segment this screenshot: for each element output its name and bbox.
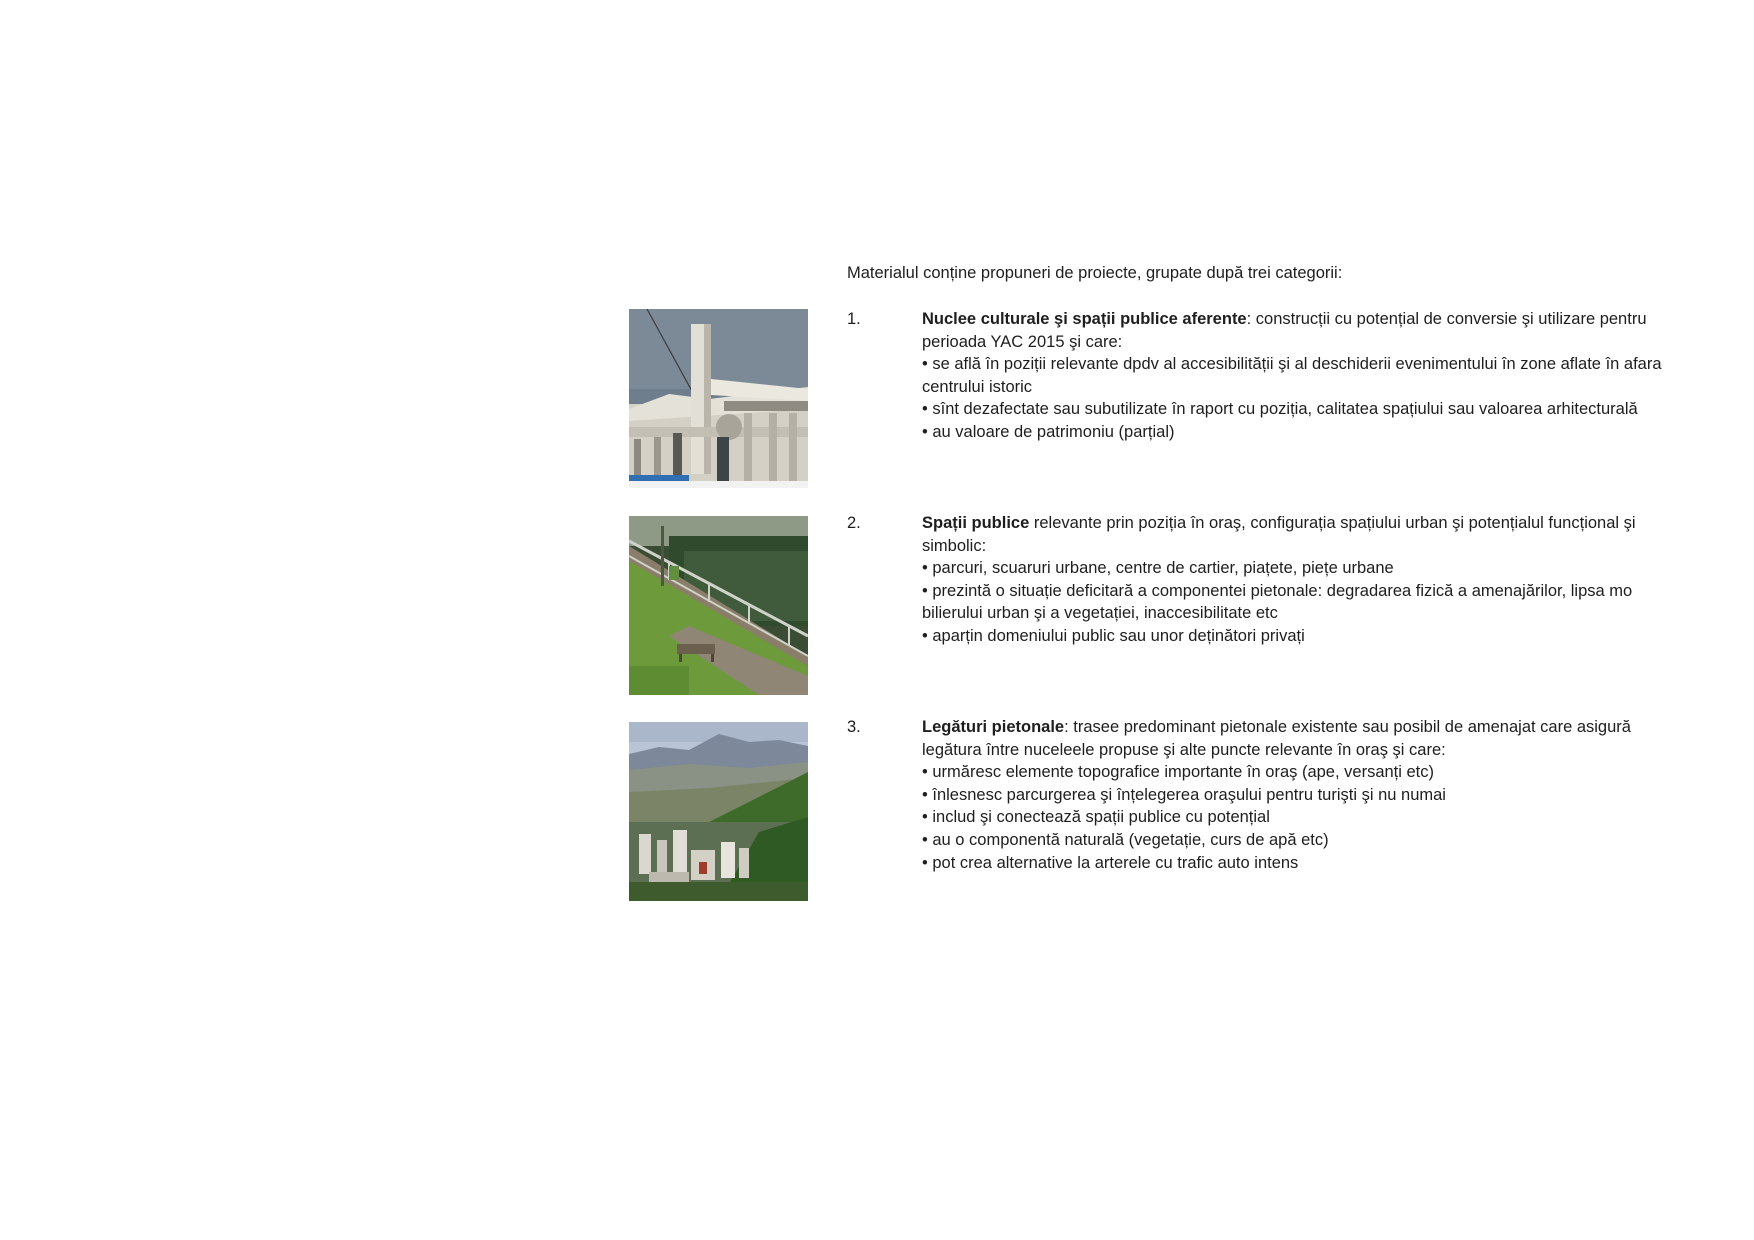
section-1-body (922, 308, 1682, 444)
list-item: • se află în poziții relevante dpdv al accesibilității şi al deschiderii evenimentului în zone aflate în afara centrului istoric (922, 355, 1662, 396)
list-item: • au o componentă naturală (vegetație, curs de apă etc) (922, 830, 1329, 849)
list-item: • sînt dezafectate sau subutilizate în raport cu poziția, calitatea spațiului sau valoarea arhitecturală (922, 400, 1638, 419)
section-1-heading (922, 308, 1682, 353)
building-photo (629, 309, 808, 488)
list-item: • înlesnesc parcurgerea şi înțelegerea oraşului pentru turişti şi nu numai (922, 785, 1446, 804)
list-item: • pot crea alternative la arterele cu trafic auto intens (922, 853, 1299, 872)
section-1-lead: : construcții cu potențial de conversie şi utilizare pentru perioada YAC 2015 şi care: (922, 310, 1647, 351)
list-item: • parcuri, scuaruri urbane, centre de cartier, piațete, piețe urbane (922, 559, 1394, 578)
list-item: • urmăresc elemente topografice importante în oraş (ape, versanți etc) (922, 763, 1435, 782)
section-3-title: Legături pietonale (922, 718, 1065, 736)
city-panorama-photo-image (629, 722, 808, 901)
building-photo-image (629, 309, 808, 488)
park-photo (629, 516, 808, 695)
list-item: • prezintă o situație deficitară a componentei pietonale: degradarea fizică a amenajărilor, lipsa mo bilierului urban şi a vegetației, inaccesibilitate etc (922, 581, 1633, 623)
section-1-title: Nuclee culturale şi spații publice aferente (922, 310, 1247, 328)
list-item: • aparțin domeniului public sau unor deținători privați (922, 626, 1305, 645)
section-2-lead: relevante prin poziția în oraş, configurația spațiului urban şi potențialul funcțional şi simbolic: (922, 514, 1636, 555)
section-2-number: 2. (847, 514, 861, 532)
list-item: • au valoare de patrimoniu (parțial) (922, 422, 1175, 441)
list-item: • includ şi conectează spații publice cu potențial (922, 808, 1270, 827)
section-2-body (922, 512, 1682, 648)
intro-text: Materialul conține propuneri de proiecte, grupate după trei categorii: (847, 264, 1343, 282)
section-2-heading (922, 512, 1682, 557)
park-photo-image (629, 516, 808, 695)
section-3-number: 3. (847, 718, 861, 736)
section-3-lead: : trasee predominant pietonale existente sau posibil de amenajat care asigură legătura între nuceleele propuse şi alte puncte relevante în oraş şi care: (922, 718, 1631, 759)
city-panorama-photo (629, 722, 808, 901)
section-2-title: Spații publice (922, 514, 1030, 532)
section-3-heading (922, 716, 1682, 761)
section-3-body (922, 716, 1682, 874)
section-1-number: 1. (847, 310, 861, 328)
